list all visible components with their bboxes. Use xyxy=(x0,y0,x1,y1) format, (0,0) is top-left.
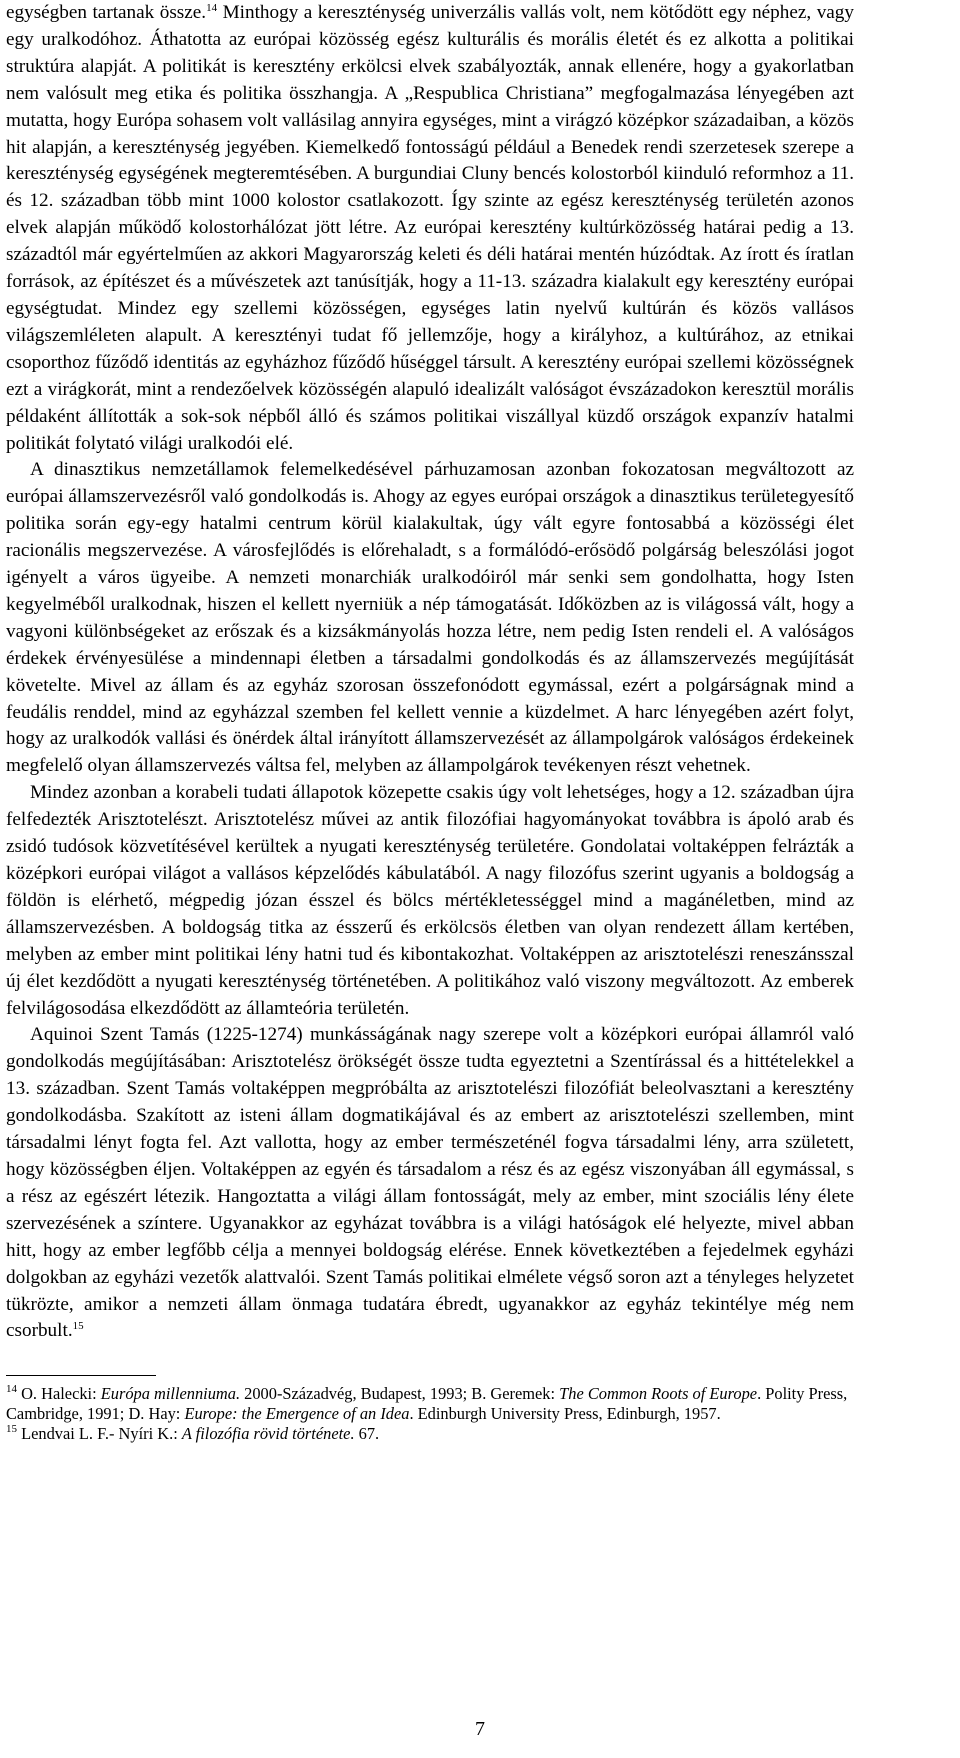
footnote-14-title: The Common Roots of Europe xyxy=(559,1384,758,1404)
footnote-14-part: . Edinburgh University Press, Edinburgh, 1957. xyxy=(409,1404,721,1424)
paragraph-1-text-b: Minthogy a kereszténység univerzális vallás volt, nem kötődött egy néphez, vagy egy uralkodóhoz. Áthatotta az európai közösség egész kulturális és morális életét és ez alkotta a politikai struktúra alapját. A politikát is keresztény erkölcsi elvek szabályozták, annak ellenére, hogy a gyakorlatban nem valósult meg etika és politika összhangja. A „Respublica Christiana” megfogalmazása lényegében azt mutatta, hogy Európa sohasem volt vallásilag annyira egységes, mint a virágzó középkor századaiban, a közös hit alapján, a kereszténység jegyében. Kiemelkedő fontosságú például a Benedek rendi szerzetesek szerepe a kereszténység egységének megteremtésében. A burgundiai Cluny bencés kolostorból kiinduló reformhoz a 11. és 12. században több mint 1000 kolostor csatlakozott. Így szinte az egész kereszténység területén azonos elvek alapján működő kolostorhálózat jött létre. Az európai keresztény kultúrközösség határai pedig a 13. századtól már egyértelműen az akkori Magyarország keleti és déli határai mentén húzódtak. Az írott és íratlan források, az építészet és a művészetek azt tanúsítják, hogy a 11-13. századra kialakult egy keresztény európai egységtudat. Mindez egy szellemi közösségen, egységes latin nyelvű kultúrán és közös vallásos világszemléleten alapult. A keresztényi tudat fő jellemzője, hogy a királyhoz, a kultúrához, az etnikai csoporthoz fűződő identitás az egyházhoz fűződő hűséggel társult. A keresztény európai szellemi közösségnek ezt a virágkorát, mint a rendezőelvek közösségén alapuló idealizált valóságot évszázadokon keresztül morális példaként állították a sok-sok népből álló és számos politikai viszállyal küzdő országok expanzív hatalmi politikát folytató világi uralkodói elé. xyxy=(6,2,854,454)
document-page xyxy=(6,0,854,1444)
page-number: 7 xyxy=(475,1718,485,1740)
footnote-15 xyxy=(6,1424,854,1444)
footnote-14 xyxy=(6,1384,854,1424)
paragraph-1-text-a: egységben tartanak össze. xyxy=(6,2,207,23)
footnote-ref-15[interactable]: 15 xyxy=(72,1320,84,1333)
footnote-15-part: Lendvai L. F.- Nyíri K.: xyxy=(17,1424,182,1444)
footnote-ref-14[interactable]: 14 xyxy=(206,2,218,14)
footnote-15-mark: 15 xyxy=(6,1423,17,1436)
paragraph-4 xyxy=(6,1022,854,1345)
footnote-14-part: 2000-Századvég, Budapest, 1993; B. Geremek: xyxy=(240,1384,560,1404)
paragraph-3: Mindez azonban a korabeli tudati állapotok közepette csakis úgy volt lehetséges, hogy a 12. században újra felfedezték Arisztotelészt. Arisztotelész művei az antik filozófiai hagyományokat továbbra is ápoló arab és zsidó tudósok közvetítésével kerültek a nyugati kereszténység területére. Gondolatai voltaképpen felrázták a középkori európai világot a vallásos képzelődés kábulatából. A nagy filozófus szerint ugyanis a boldogság a földön is elérhető, mégpedig józan ésszel és bölcs mértékletességgel mind a magánéletben, mind az államszervezésben. A boldogság titka az ésszerű és erkölcsös életben van olyan rendezett állam kertében, melyben az ember mint politikai lény hatni tud és kibontakozhat. Voltaképpen az arisztotelészi reneszánsszal új élet kezdődött a nyugati kereszténység történetében. A politikához való viszony megváltozott. Az emberek felvilágosodása elkezdődött az államteória területén. xyxy=(6,782,854,1019)
paragraph-4-text: Aquinoi Szent Tamás (1225-1274) munkásságának nagy szerepe volt a középkori európai államról való gondolkodás megújításában: Arisztotelész örökségét össze tudta egyeztetni a Szentírással és a hittételekkel a 13. században. Szent Tamás voltaképpen megpróbálta az arisztotelészi filozófiát beleolvasztani a keresztény gondolkodásba. Szakított az isteni állam dogmatikájával és az embert az arisztotelészi szellemben, mint társadalmi lényt fogta fel. Azt vallotta, hogy az ember természeténél fogva társadalmi lény, arra született, hogy közösségben éljen. Voltaképpen az egyén és társadalom a rész és az egész viszonyában áll egymással, s a rész az egészért létezik. Hangoztatta a világi állam fontosságát, mely az ember, mint szociális lény élete szervezésének a színtere. Ugyanakkor az egyházat továbbra is a világi hatóságok elé helyezte, mivel abban hitt, hogy az ember legfőbb célja a mennyei boldogság elérése. Ennek következtében a fejedelmek egyházi dolgokban az egyházi vezetők alattvalói. Szent Tamás politikai elmélete végső soron azt a tényleges helyzetet tükrözte, amikor a nemzeti állam önmaga tudatára ébredt, ugyanakkor az egyház tekintélye még nem csorbult. xyxy=(6,1024,854,1342)
footnote-14-title: Europe: the Emergence of an Idea xyxy=(184,1404,410,1424)
paragraph-2: A dinasztikus nemzetállamok felemelkedésével párhuzamosan azonban fokozatosan megváltozott az európai államszervezésről való gondolkodás is. Ahogy az egyes európai országok a dinasztikus területegyesítő politika során egy-egy hatalmi centrum körül kialakultak, úgy vált egyre fontosabbá a közösségi élet racionális megszervezése. A városfejlődés is előrehaladt, s a formálódó-erősödő polgárság beleszólási jogot igényelt a város ügyeibe. A nemzeti monarchiák uralkodóiról már senki sem gondolhatta, hogy Isten kegyelméből uralkodnak, hiszen el kellett nyerniük a nép támogatását. Időközben az is világossá vált, hogy a vagyoni különbségeket az erőszak és a kizsákmányolás hozza létre, nem pedig Isten rendeli el. A valóságos érdekek érvényesülése a mindennapi életben a társadalmi gondolkodás és az államszervezés megújítását követelte. Mivel az állam és az egyház szorosan összefonódott egymással, ezért a polgárságnak mind a feudális renddel, mind az egyházzal szemben fel kellett vennie a küzdelmet. A harc lényegében azért folyt, hogy az uralkodók vallási és önérdek által irányított államszervezését az állampolgárok valóságos érdekeinek megfelelő olyan államszervezés váltsa fel, melyben az állampolgárok tevékenyen részt vehetnek. xyxy=(6,459,854,777)
footnote-14-part: . Polity Press, Cambridge, 1991; D. Hay: xyxy=(6,1384,848,1424)
footnote-14-part: O. Halecki: xyxy=(17,1384,101,1404)
paragraph-1 xyxy=(6,0,854,457)
footnote-14-mark: 14 xyxy=(6,1383,17,1396)
footnote-separator xyxy=(6,1375,156,1376)
footnote-14-title: Európa millenniuma. xyxy=(100,1384,241,1404)
footnote-15-part: 67. xyxy=(354,1424,380,1444)
footnote-15-title: A filozófia rövid története. xyxy=(181,1424,355,1444)
